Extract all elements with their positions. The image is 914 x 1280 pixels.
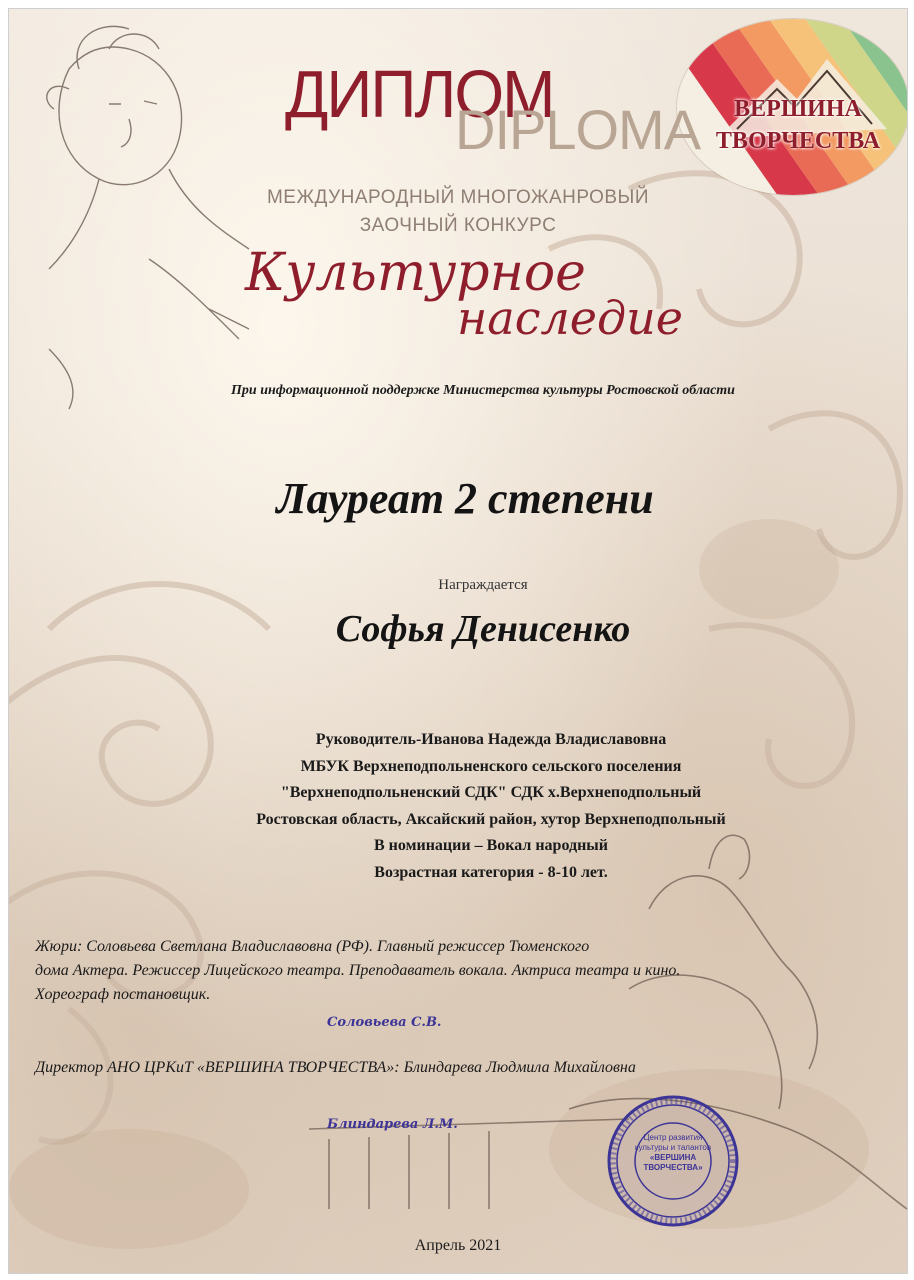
logo-text-line1: ВЕРШИНА — [734, 96, 862, 122]
title-diploma-ru: ДИПЛОМ — [285, 56, 554, 132]
stamp-line: культуры и талантов — [634, 1143, 712, 1152]
detail-line: Ростовская область, Аксайский район, хутор Верхнеподпольный — [256, 810, 726, 828]
diploma-page — [8, 8, 908, 1274]
title-diploma-en: DIPLOMA — [455, 98, 701, 161]
issue-date: Апрель 2021 — [414, 1237, 502, 1254]
jury-line: Хореограф постановщик. — [35, 986, 211, 1003]
detail-line: "Верхнеподпольненский СДК" СДК х.Верхнеподпольный — [280, 784, 702, 801]
jury-line: дома Актера. Режиссер Лицейского театра. Преподаватель вокала. Актриса театра и кино. — [35, 962, 681, 979]
awarded-label: Награждается — [438, 577, 528, 593]
stamp-line: Центр развития — [643, 1133, 703, 1142]
support-text: При информационной поддержке Министерства культуры Ростовской области — [231, 383, 735, 398]
contest-type-line2: ЗАОЧНЫЙ КОНКУРС — [359, 215, 557, 236]
contest-name-line2: наследие — [457, 291, 684, 345]
award-title: Лауреат 2 степени — [276, 474, 654, 523]
detail-line: Руководитель-Иванова Надежда Владиславовна — [315, 731, 667, 748]
stamp-center-text — [605, 1133, 741, 1173]
stamp-line: «ВЕРШИНА — [649, 1153, 697, 1162]
stamp-line: ТВОРЧЕСТВА» — [643, 1163, 703, 1172]
contest-type-line1: МЕЖДУНАРОДНЫЙ МНОГОЖАНРОВЫЙ — [266, 187, 650, 208]
participant-details — [8, 727, 908, 886]
official-stamp — [605, 1093, 741, 1229]
contest-name-line1: Культурное — [245, 243, 586, 303]
jury-text — [35, 935, 905, 1007]
logo-text-line2: ТВОРЧЕСТВА — [715, 128, 881, 154]
director-text: Директор АНО ЦРКиТ «ВЕРШИНА ТВОРЧЕСТВА»: Блиндарева Людмила Михайловна — [35, 1059, 636, 1076]
detail-line: В номинации – Вокал народный — [373, 837, 609, 854]
director-signature: Блиндарева Л.М. — [327, 1117, 458, 1132]
jury-signature: Соловьева С.В. — [327, 1015, 442, 1030]
detail-line: МБУК Верхнеподпольненского сельского поселения — [300, 757, 682, 775]
detail-line: Возрастная категория - 8-10 лет. — [374, 863, 608, 881]
logo-text — [687, 93, 908, 157]
recipient-name: Софья Денисенко — [335, 608, 631, 650]
jury-line: Жюри: Соловьева Светлана Владиславовна (РФ). Главный режиссер Тюменского — [35, 938, 590, 955]
